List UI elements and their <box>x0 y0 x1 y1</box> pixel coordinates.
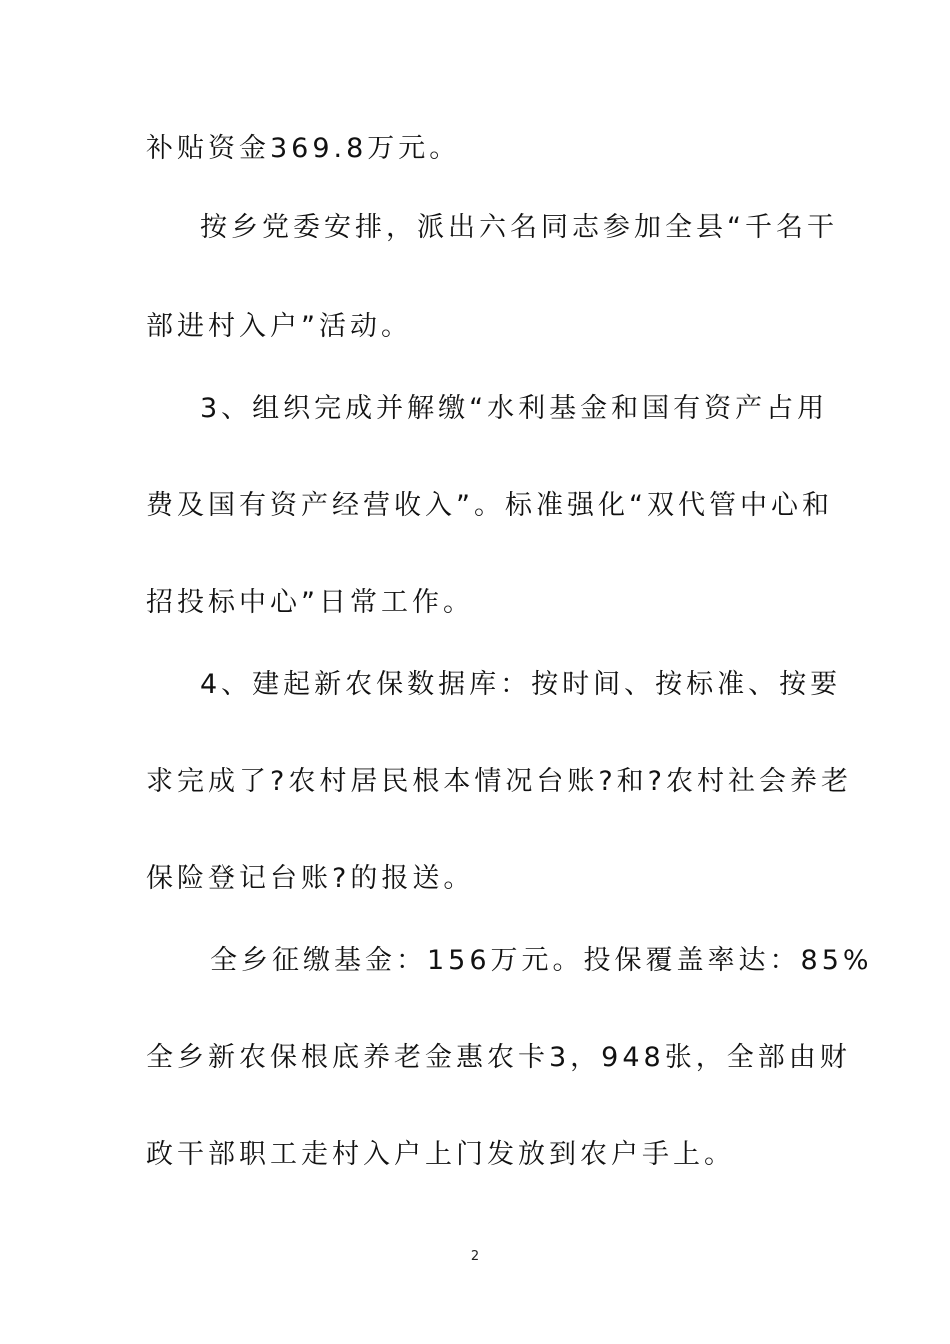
text-line-7: 4、建起新农保数据库：按时间、按标准、按要 <box>200 669 842 700</box>
text-line-10: 全乡征缴基金：156万元。投保覆盖率达：85% <box>210 945 873 976</box>
text-line-12: 政干部职工走村入户上门发放到农户手上。 <box>146 1139 735 1170</box>
text-line-4: 3、组织完成并解缴“水利基金和国有资产占用 <box>200 393 829 424</box>
text-line-5: 费及国有资产经营收入”。标准强化“双代管中心和 <box>146 490 833 521</box>
text-line-11: 全乡新农保根底养老金惠农卡3，948张，全部由财 <box>146 1042 851 1073</box>
text-line-1: 补贴资金369.8万元。 <box>146 133 461 164</box>
text-line-8: 求完成了?农村居民根本情况台账?和?农村社会养老 <box>146 766 852 797</box>
text-line-2: 按乡党委安排，派出六名同志参加全县“千名干 <box>200 212 838 243</box>
text-line-6: 招投标中心”日常工作。 <box>146 587 474 618</box>
page-number: 2 <box>470 1249 480 1264</box>
text-line-9: 保险登记台账?的报送。 <box>146 863 475 894</box>
text-line-3: 部进村入户”活动。 <box>146 311 412 342</box>
